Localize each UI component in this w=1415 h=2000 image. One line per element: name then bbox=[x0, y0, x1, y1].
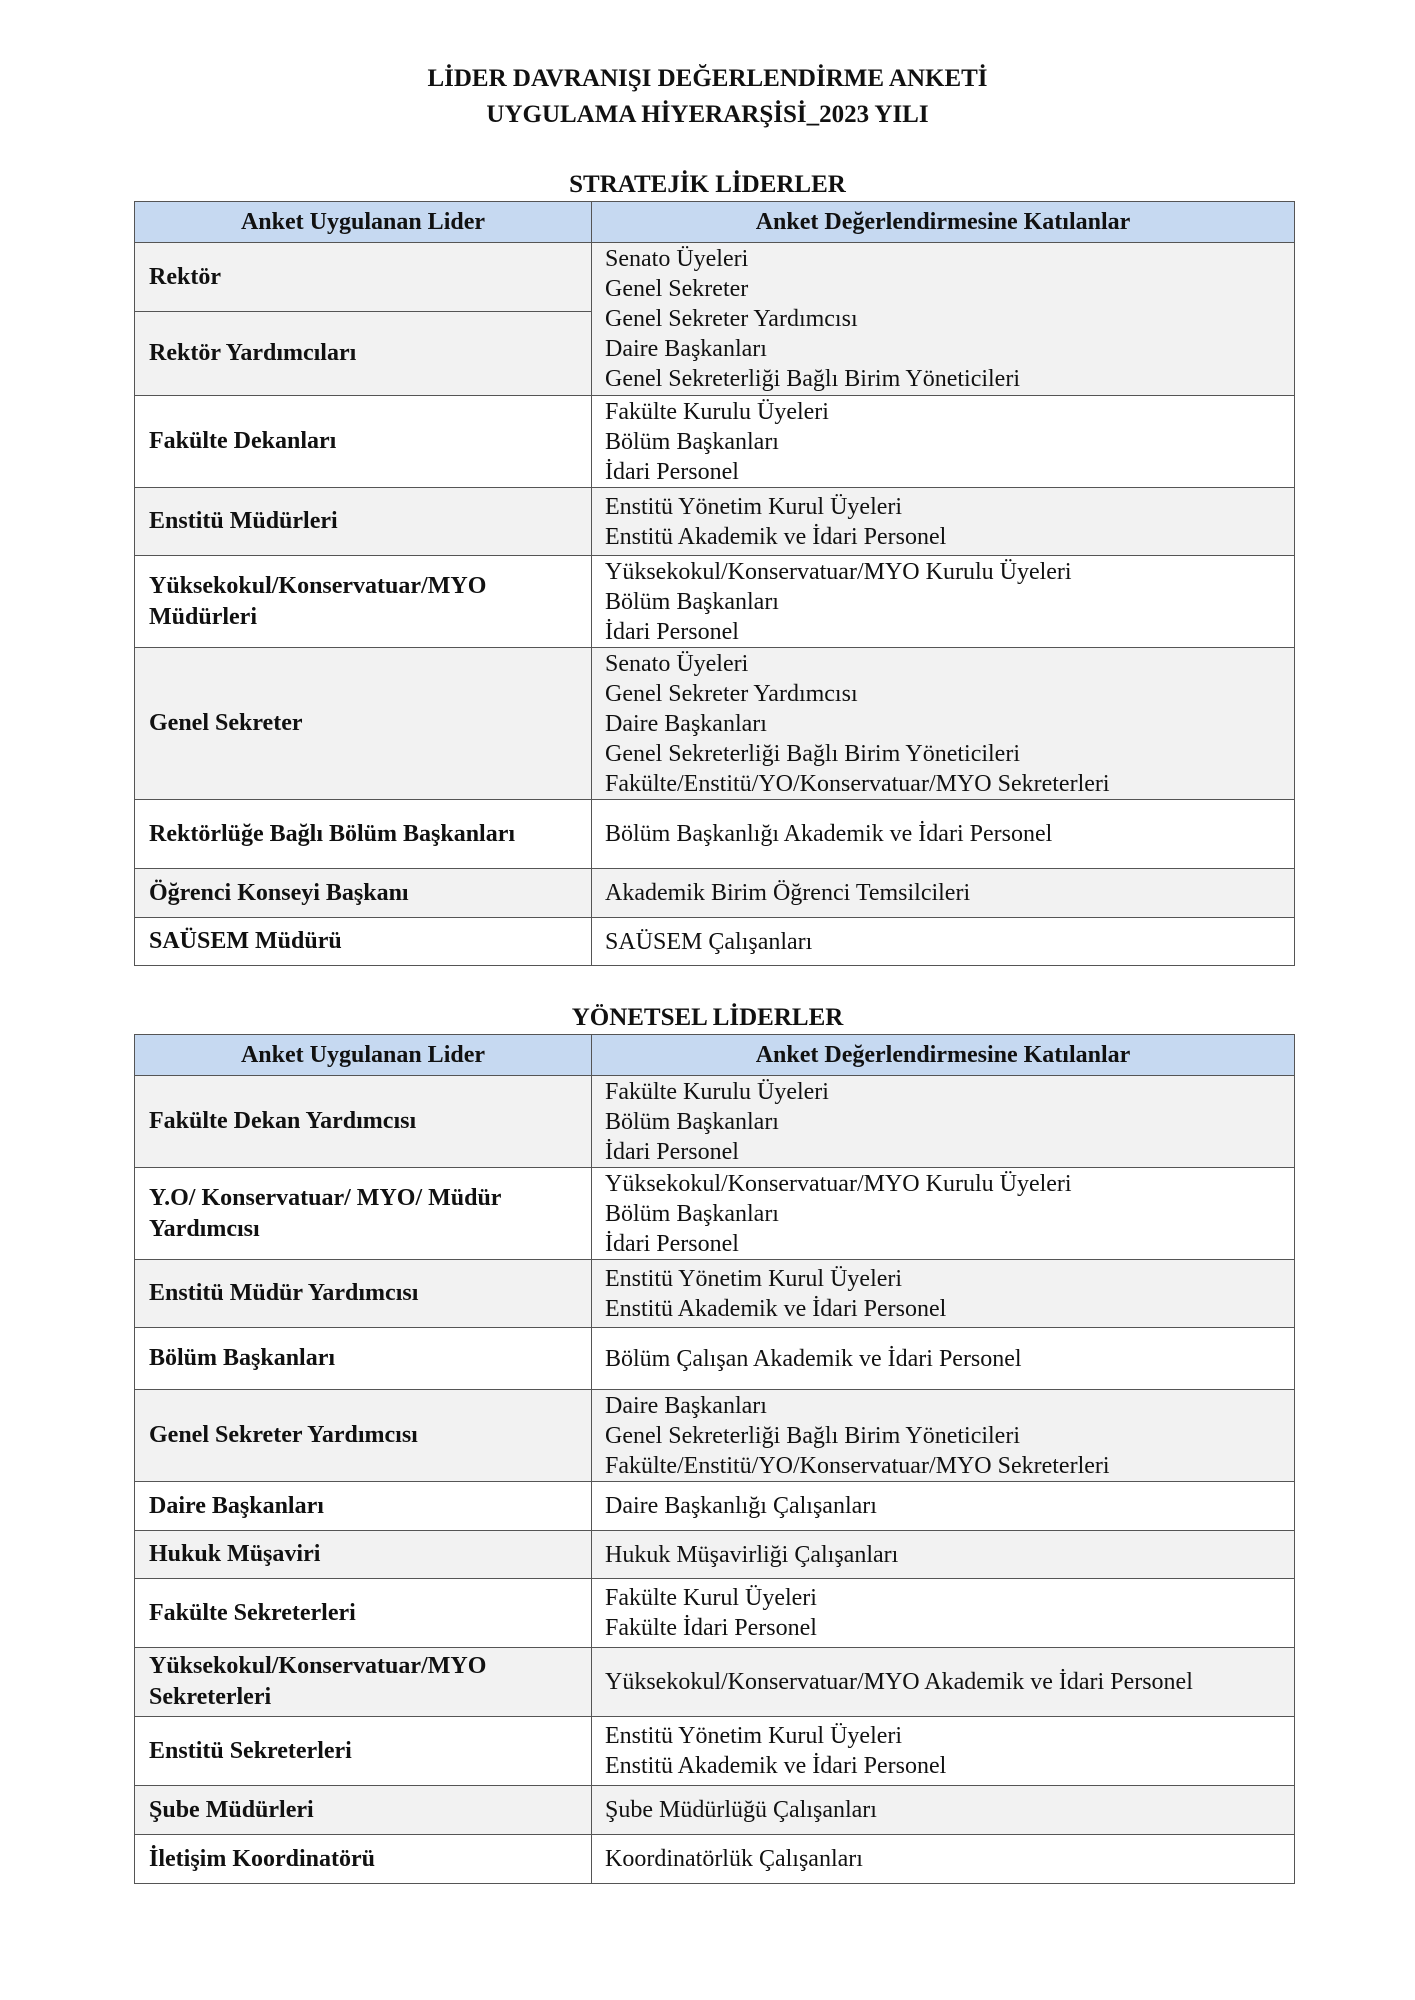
participants-column-header: Anket Değerlendirmesine Katılanlar bbox=[592, 202, 1295, 243]
participant-item: Yüksekokul/Konservatuar/MYO Akademik ve İdari Personel bbox=[605, 1669, 1193, 1695]
leader-cell: Enstitü Müdürleri bbox=[135, 488, 592, 556]
participant-item: Şube Müdürlüğü Çalışanları bbox=[605, 1797, 877, 1823]
participant-item: Yüksekokul/Konservatuar/MYO Kurulu Üyeleri bbox=[605, 558, 1072, 585]
table-row bbox=[135, 648, 1295, 800]
leader-cell: Genel Sekreter bbox=[135, 648, 592, 800]
participant-item: Genel Sekreter Yardımcısı bbox=[605, 306, 858, 332]
participants-cell bbox=[592, 1835, 1295, 1884]
strategic-leaders-heading: STRATEJİK LİDERLER bbox=[569, 171, 846, 198]
participants-cell bbox=[592, 1579, 1295, 1648]
participant-item: Daire Başkanları bbox=[605, 336, 767, 362]
participant-item: Bölüm Başkanlığı Akademik ve İdari Personel bbox=[605, 821, 1053, 847]
participant-item: Bölüm Başkanları bbox=[605, 428, 779, 455]
participants-column-header: Anket Değerlendirmesine Katılanlar bbox=[592, 1035, 1295, 1076]
participant-item: Enstitü Akademik ve İdari Personel bbox=[605, 523, 947, 550]
participants-cell bbox=[592, 396, 1295, 488]
participant-item: Fakülte/Enstitü/YO/Konservatuar/MYO Sekreterleri bbox=[605, 1452, 1110, 1479]
participants-cell bbox=[592, 1717, 1295, 1786]
managerial-leaders-heading: YÖNETSEL LİDERLER bbox=[571, 1004, 844, 1031]
participant-item: Enstitü Yönetim Kurul Üyeleri bbox=[605, 1723, 903, 1749]
table-row bbox=[135, 1390, 1295, 1482]
leader-column-header: Anket Uygulanan Lider bbox=[135, 1035, 592, 1076]
participants-cell bbox=[592, 1531, 1295, 1579]
participant-item: Hukuk Müşavirliği Çalışanları bbox=[605, 1541, 899, 1568]
participants-cell bbox=[592, 1482, 1295, 1531]
managerial-leaders-table bbox=[134, 1034, 1295, 1884]
leader-cell: Rektör bbox=[135, 243, 592, 312]
participants-cell bbox=[592, 1786, 1295, 1835]
participant-item: Fakülte Kurulu Üyeleri bbox=[605, 398, 829, 425]
participant-item: Fakülte Kurulu Üyeleri bbox=[605, 1078, 829, 1105]
participant-item: Genel Sekreter bbox=[605, 276, 749, 302]
leader-cell: Fakülte Dekanları bbox=[135, 396, 592, 488]
leader-cell: Yüksekokul/Konservatuar/MYO Müdürleri bbox=[135, 556, 592, 648]
participant-item: Daire Başkanlığı Çalışanları bbox=[605, 1493, 877, 1519]
leader-column-header: Anket Uygulanan Lider bbox=[135, 202, 592, 243]
participant-item: Senato Üyeleri bbox=[605, 246, 749, 272]
strategic-leaders-table bbox=[134, 201, 1295, 966]
participant-item: Yüksekokul/Konservatuar/MYO Kurulu Üyeleri bbox=[605, 1170, 1072, 1197]
participants-cell bbox=[592, 1168, 1295, 1260]
table-row bbox=[135, 1717, 1295, 1786]
participants-cell bbox=[592, 1076, 1295, 1168]
leader-cell: Rektörlüğe Bağlı Bölüm Başkanları bbox=[135, 800, 592, 869]
leader-cell: Rektör Yardımcıları bbox=[135, 312, 592, 396]
participants-cell bbox=[592, 243, 1295, 396]
leader-cell: SAÜSEM Müdürü bbox=[135, 918, 592, 966]
participant-item: Enstitü Akademik ve İdari Personel bbox=[605, 1753, 947, 1779]
participant-item: Akademik Birim Öğrenci Temsilcileri bbox=[605, 880, 971, 906]
table-row bbox=[135, 243, 1295, 312]
participants-cell bbox=[592, 800, 1295, 869]
participants-cell bbox=[592, 1648, 1295, 1717]
participants-cell bbox=[592, 1328, 1295, 1390]
participant-item: SAÜSEM Çalışanları bbox=[605, 928, 813, 955]
participant-item: Genel Sekreterliği Bağlı Birim Yöneticileri bbox=[605, 1422, 1020, 1449]
table-row bbox=[135, 396, 1295, 488]
leader-cell: Bölüm Başkanları bbox=[135, 1328, 592, 1390]
leader-cell: İletişim Koordinatörü bbox=[135, 1835, 592, 1884]
participant-item: Enstitü Yönetim Kurul Üyeleri bbox=[605, 1265, 903, 1292]
participant-item: Daire Başkanları bbox=[605, 710, 767, 737]
participants-cell bbox=[592, 918, 1295, 966]
participant-item: Koordinatörlük Çalışanları bbox=[605, 1846, 863, 1872]
document-title-line1: LİDER DAVRANIŞI DEĞERLENDİRME ANKETİ bbox=[427, 65, 988, 92]
table-row bbox=[135, 1260, 1295, 1328]
participants-cell bbox=[592, 556, 1295, 648]
participant-item: Fakülte İdari Personel bbox=[605, 1615, 817, 1641]
table-row bbox=[135, 1482, 1295, 1531]
participant-item: Enstitü Yönetim Kurul Üyeleri bbox=[605, 493, 903, 520]
table-row bbox=[135, 1786, 1295, 1835]
table-row bbox=[135, 1168, 1295, 1260]
participant-item: Genel Sekreter Yardımcısı bbox=[605, 680, 858, 707]
participant-item: İdari Personel bbox=[605, 618, 739, 645]
participant-item: Bölüm Başkanları bbox=[605, 1108, 779, 1135]
leader-cell: Genel Sekreter Yardımcısı bbox=[135, 1390, 592, 1482]
leader-cell: Y.O/ Konservatuar/ MYO/ Müdür Yardımcısı bbox=[135, 1168, 592, 1260]
participant-item: Enstitü Akademik ve İdari Personel bbox=[605, 1295, 947, 1322]
table-row bbox=[135, 1328, 1295, 1390]
participants-cell bbox=[592, 869, 1295, 918]
participant-item: Bölüm Başkanları bbox=[605, 1200, 779, 1227]
leader-cell: Daire Başkanları bbox=[135, 1482, 592, 1531]
leader-cell: Yüksekokul/Konservatuar/MYO Sekreterleri bbox=[135, 1648, 592, 1717]
table-header-row bbox=[135, 1035, 1295, 1076]
table-row bbox=[135, 1835, 1295, 1884]
leader-cell: Fakülte Dekan Yardımcısı bbox=[135, 1076, 592, 1168]
participant-item: Genel Sekreterliği Bağlı Birim Yöneticileri bbox=[605, 740, 1020, 767]
table-header-row bbox=[135, 202, 1295, 243]
participant-item: Bölüm Çalışan Akademik ve İdari Personel bbox=[605, 1345, 1022, 1372]
leader-cell: Fakülte Sekreterleri bbox=[135, 1579, 592, 1648]
participant-item: Fakülte/Enstitü/YO/Konservatuar/MYO Sekreterleri bbox=[605, 770, 1110, 797]
participant-item: Genel Sekreterliği Bağlı Birim Yöneticileri bbox=[605, 366, 1020, 392]
participant-item: İdari Personel bbox=[605, 1138, 739, 1165]
participants-cell bbox=[592, 488, 1295, 556]
leader-cell: Enstitü Müdür Yardımcısı bbox=[135, 1260, 592, 1328]
participants-cell bbox=[592, 648, 1295, 800]
participant-item: Fakülte Kurul Üyeleri bbox=[605, 1585, 817, 1611]
table-row bbox=[135, 556, 1295, 648]
leader-cell: Enstitü Sekreterleri bbox=[135, 1717, 592, 1786]
table-row bbox=[135, 488, 1295, 556]
table-row bbox=[135, 869, 1295, 918]
participants-cell bbox=[592, 1260, 1295, 1328]
participants-cell bbox=[592, 1390, 1295, 1482]
table-row bbox=[135, 1579, 1295, 1648]
leader-cell: Şube Müdürleri bbox=[135, 1786, 592, 1835]
participant-item: İdari Personel bbox=[605, 458, 739, 485]
participant-item: Daire Başkanları bbox=[605, 1392, 767, 1419]
participant-item: Bölüm Başkanları bbox=[605, 588, 779, 615]
table-row bbox=[135, 1648, 1295, 1717]
leader-cell: Öğrenci Konseyi Başkanı bbox=[135, 869, 592, 918]
leader-cell: Hukuk Müşaviri bbox=[135, 1531, 592, 1579]
document-title-line2: UYGULAMA HİYERARŞİSİ_2023 YILI bbox=[486, 101, 929, 128]
table-row bbox=[135, 918, 1295, 966]
table-row bbox=[135, 1531, 1295, 1579]
table-row bbox=[135, 1076, 1295, 1168]
table-row bbox=[135, 800, 1295, 869]
participant-item: İdari Personel bbox=[605, 1230, 739, 1257]
participant-item: Senato Üyeleri bbox=[605, 650, 749, 677]
